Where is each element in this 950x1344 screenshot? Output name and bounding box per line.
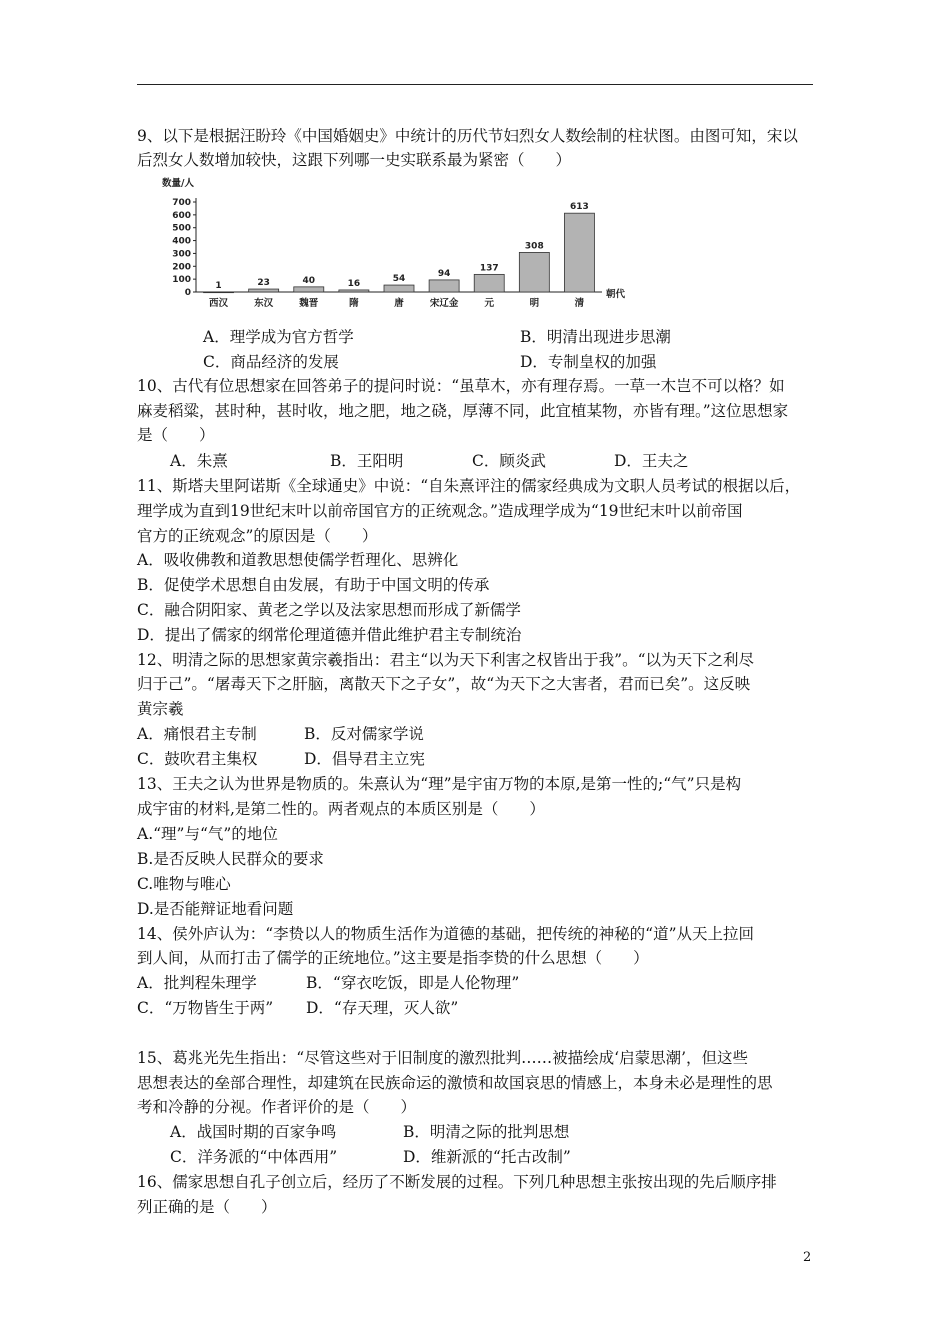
category-label-6: 元 — [484, 298, 494, 309]
q9-option-c: C．商品经济的发展 — [203, 353, 339, 371]
data-label-3: 16 — [347, 278, 361, 289]
category-label-1: 东汉 — [254, 298, 274, 309]
q14-line-2: 到人间，从而打击了儒学的正统地位。”这主要是指李贽的什么思想（ ） — [137, 949, 649, 967]
data-label-6: 137 — [479, 263, 499, 274]
y-tick-label: 100 — [172, 275, 191, 286]
y-tick-label: 700 — [172, 198, 191, 208]
q12-option-d: D．倡导君主立宪 — [304, 750, 425, 768]
q15-option-a: A．战国时期的百家争鸣 — [170, 1123, 337, 1141]
q15-option-d: D．维新派的“托古改制” — [403, 1148, 571, 1166]
category-label-2: 魏晋 — [299, 298, 319, 309]
q16-line-2: 列正确的是（ ） — [137, 1198, 277, 1216]
q14-option-b: B．“穿衣吃饭，即是人伦物理” — [306, 974, 520, 992]
q10-option-b: B．王阳明 — [330, 452, 404, 470]
data-label-0: 1 — [215, 280, 222, 291]
q9-line-1: 9、以下是根据汪盼玲《中国婚姻史》中统计的历代节妇烈女人数绘制的柱状图。由图可知，宋以 — [137, 127, 798, 145]
category-label-7: 明 — [529, 298, 540, 309]
q14-option-d: D．“存天理，灭人欲” — [306, 999, 459, 1017]
q15-option-c: C．洋务派的“中体西用” — [170, 1148, 338, 1166]
data-label-7: 308 — [524, 241, 544, 252]
q11-option-c: C．融合阴阳家、黄老之学以及法家思想而形成了新儒学 — [137, 601, 521, 619]
q15-line-2: 思想表达的垒部合理性，却建筑在民族命运的激愤和故国哀思的情感上，本身未必是理性的思 — [137, 1074, 773, 1092]
q10-option-a: A．朱熹 — [170, 452, 228, 470]
q11-option-a: A．吸收佛教和道教思想使儒学哲理化、思辨化 — [137, 551, 459, 569]
q13-option-d: D.是否能辩证地看问题 — [137, 900, 294, 918]
page-number: 2 — [803, 1250, 812, 1265]
q13-option-a: A.“理”与“气”的地位 — [137, 825, 278, 843]
bar-2 — [294, 287, 324, 292]
q16-line-1: 16、儒家思想自孔子创立后，经历了不断发展的过程。下列几种思想主张按出现的先后顺序排 — [137, 1173, 777, 1191]
q11-line-2: 理学成为直到19世纪末叶以前帝国官方的正统观念。”造成理学成为“19世纪末叶以前帝国 — [137, 502, 743, 520]
q15-line-3: 考和冷静的分视。作者评价的是（ ） — [137, 1098, 417, 1116]
q10-option-c: C．顾炎武 — [472, 452, 546, 470]
q15-line-1: 15、葛兆光先生指出：“尽管这些对于旧制度的激烈批判……被描绘成‘启蒙思潮’，但这些 — [137, 1049, 749, 1067]
y-tick-label: 200 — [172, 262, 191, 273]
y-tick-label: 600 — [172, 210, 191, 221]
bar-3 — [339, 290, 369, 292]
q11-line-1: 11、斯塔夫里阿诺斯《全球通史》中说：“自朱熹评注的儒家经典成为文职人员考试的根据以后， — [137, 477, 801, 495]
data-label-4: 54 — [392, 274, 406, 285]
y-axis-title: 数量/人 — [162, 178, 194, 189]
q11-option-d: D．提出了儒家的纲常伦理道德并借此维护君主专制统治 — [137, 626, 522, 644]
q12-line-2: 归于己”。“屠毒天下之肝脑，离散天下之子女”，故“为天下之大害者，君而已矣”。这反映 — [137, 675, 751, 693]
bar-4 — [384, 285, 414, 292]
q14-option-c: C．“万物皆生于两” — [137, 999, 274, 1017]
q9-option-d: D．专制皇权的加强 — [520, 353, 657, 371]
q14-option-a: A．批判程朱理学 — [137, 974, 257, 992]
category-label-8: 清 — [574, 298, 585, 309]
bar-6 — [474, 274, 504, 292]
category-label-5: 宋辽金 — [429, 298, 459, 309]
q9-line-2: 后烈女人数增加较快，这跟下列哪一史实联系最为紧密（ ） — [137, 151, 572, 169]
q12-line-3: 黄宗羲 — [137, 700, 184, 718]
q10-option-d: D．王夫之 — [614, 452, 689, 470]
bar-chart — [160, 174, 640, 318]
q13-option-b: B.是否反映人民群众的要求 — [137, 850, 324, 868]
q14-line-1: 14、侯外庐认为：“李贽以人的物质生活作为道德的基础，把传统的神秘的“道”从天上拉回 — [137, 925, 754, 943]
data-label-2: 40 — [302, 275, 316, 286]
q12-option-a: A．痛恨君主专制 — [137, 725, 257, 743]
x-axis-title: 朝代 — [606, 289, 626, 300]
data-label-8: 613 — [570, 202, 589, 213]
bar-7 — [519, 252, 549, 292]
q10-line-2: 麻麦稻粱，甚时种，甚时收，地之肥，地之硗，厚薄不同，此宜植某物，亦皆有理。”这位思想家 — [137, 402, 789, 420]
q10-line-1: 10、古代有位思想家在回答弟子的提问时说：“虽草木，亦有理存焉。一草一木岂不可以格？如 — [137, 377, 785, 395]
q12-line-1: 12、明清之际的思想家黄宗羲指出：君主“以为天下利害之权皆出于我”。“以为天下之利尽 — [137, 651, 754, 669]
category-label-0: 西汉 — [209, 298, 229, 309]
bar-5 — [429, 280, 459, 292]
q11-line-3: 官方的正统观念”的原因是（ ） — [137, 527, 378, 545]
q13-line-1: 13、王夫之认为世界是物质的。朱熹认为“理”是宇宙万物的本原,是第一性的;“气”只是构 — [137, 775, 742, 793]
data-label-1: 23 — [257, 278, 270, 289]
y-tick-label: 400 — [172, 236, 191, 247]
data-label-5: 94 — [437, 268, 451, 279]
header-rule — [137, 84, 813, 85]
bar-0 — [204, 292, 234, 293]
q9-option-b: B．明清出现进步思潮 — [520, 328, 671, 346]
category-label-4: 唐 — [394, 298, 404, 309]
q13-option-c: C.唯物与唯心 — [137, 875, 231, 893]
q11-option-b: B．促使学术思想自由发展，有助于中国文明的传承 — [137, 576, 490, 594]
category-label-3: 隋 — [349, 298, 359, 309]
q9-option-a: A．理学成为官方哲学 — [203, 328, 354, 346]
bar-1 — [249, 289, 279, 292]
q12-option-b: B．反对儒家学说 — [304, 725, 424, 743]
bar-8 — [564, 213, 594, 292]
y-tick-label: 300 — [172, 249, 191, 260]
q12-option-c: C．鼓吹君主集权 — [137, 750, 258, 768]
q10-line-3: 是（ ） — [137, 426, 215, 444]
y-tick-label: 0 — [184, 288, 191, 298]
q15-option-b: B．明清之际的批判思想 — [403, 1123, 570, 1141]
y-tick-label: 500 — [172, 223, 191, 234]
q13-line-2: 成宇宙的材料,是第二性的。两者观点的本质区别是（ ） — [137, 800, 545, 818]
